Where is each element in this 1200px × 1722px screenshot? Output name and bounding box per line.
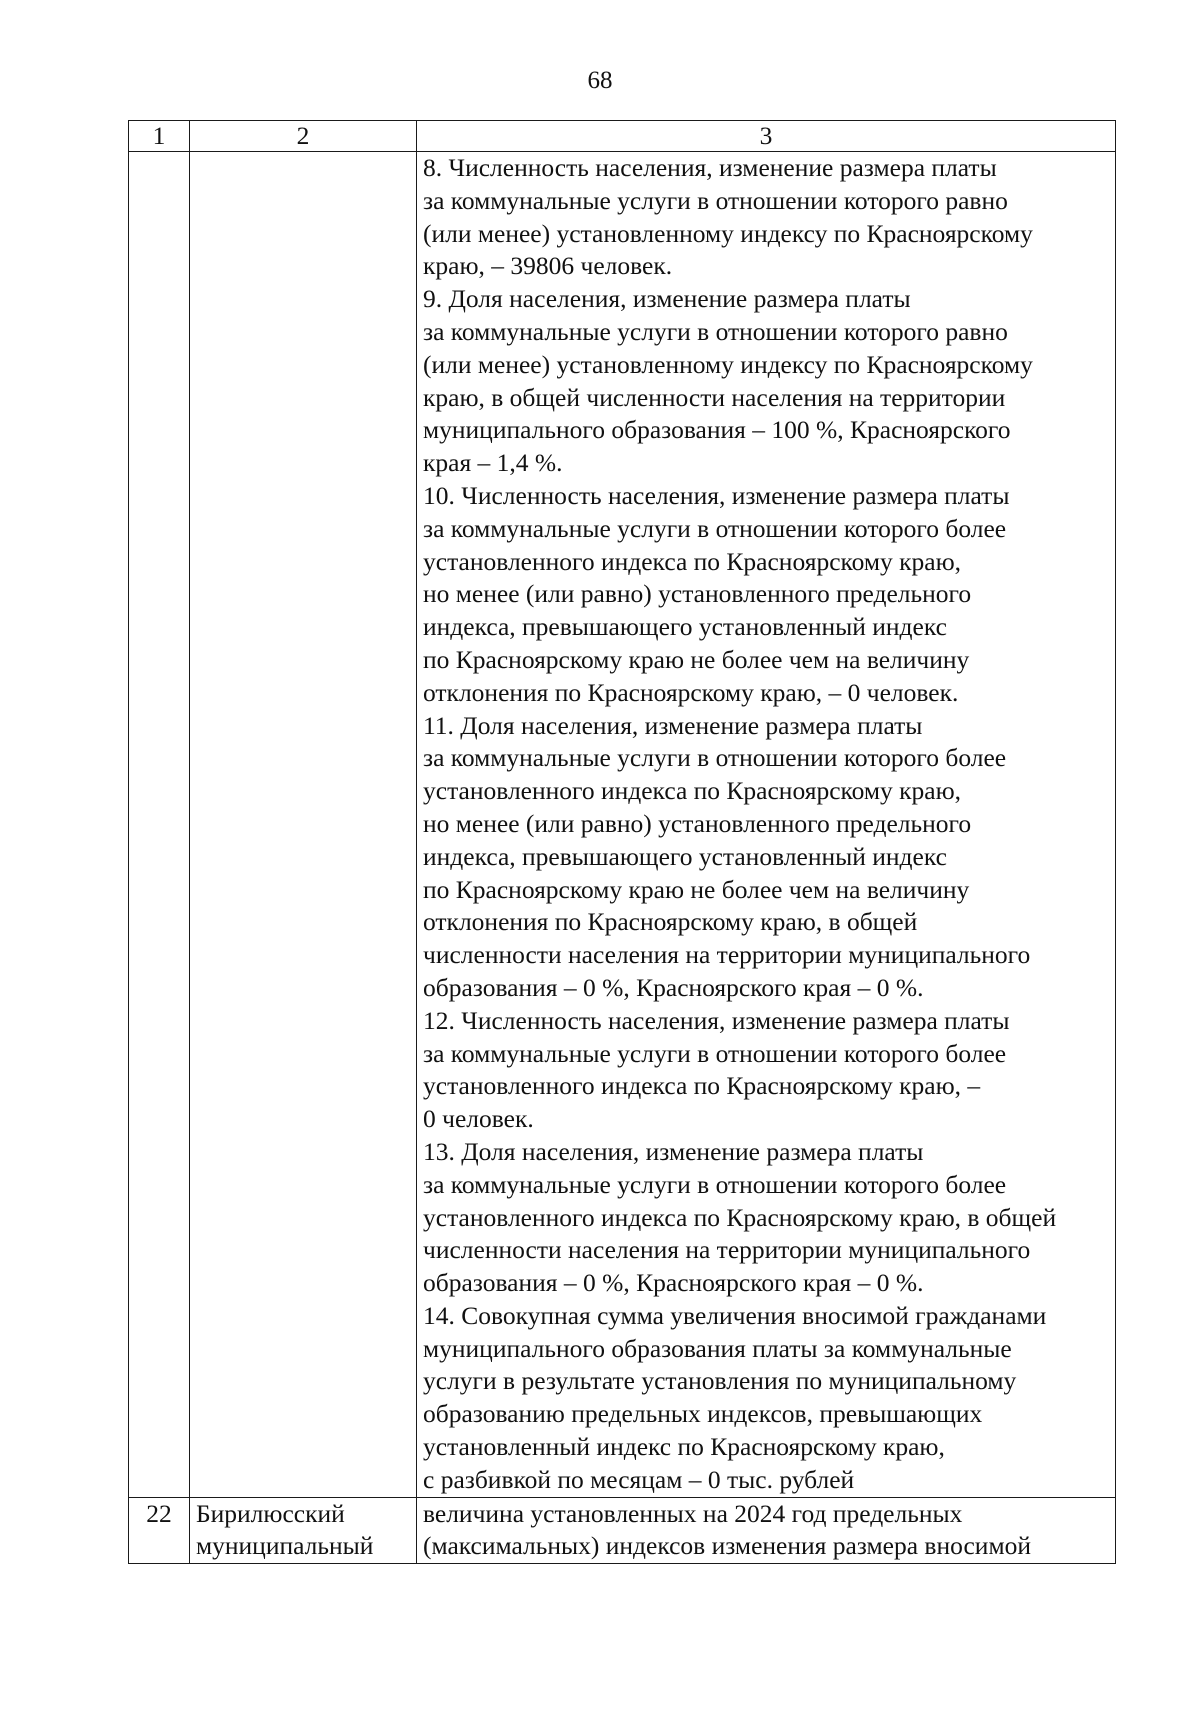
text-line: муниципального образования платы за коммунальные bbox=[423, 1333, 1012, 1363]
text-line: 9. Доля населения, изменение размера платы bbox=[423, 284, 911, 314]
header-col-3: 3 bbox=[417, 121, 1116, 152]
text-line: за коммунальные услуги в отношении которого более bbox=[423, 1038, 1007, 1068]
text-line: но менее (или равно) установленного предельного bbox=[423, 579, 972, 609]
text-line: за коммунальные услуги в отношении которого равно bbox=[423, 316, 1008, 346]
text-line: индекса, превышающего установленный индекс bbox=[423, 841, 947, 871]
municipality-cell bbox=[190, 1497, 417, 1564]
text-line: установленного индекса по Красноярскому краю, bbox=[423, 546, 962, 576]
text-line: за коммунальные услуги в отношении которого более bbox=[423, 1169, 1007, 1199]
text-line: 11. Доля населения, изменение размера платы bbox=[423, 710, 923, 740]
table-row bbox=[129, 152, 1116, 1498]
text-line: (максимальных) индексов изменения размера вносимой bbox=[423, 1531, 1031, 1561]
municipality-cell bbox=[190, 152, 417, 1498]
text-line: 10. Численность населения, изменение размера платы bbox=[423, 480, 1010, 510]
text-line: индекса, превышающего установленный индекс bbox=[423, 612, 947, 642]
text-line: установленный индекс по Красноярскому краю, bbox=[423, 1432, 945, 1462]
text-line: но менее (или равно) установленного предельного bbox=[423, 808, 972, 838]
text-line: муниципального образования – 100 %, Красноярского bbox=[423, 415, 1011, 445]
text-line: (или менее) установленному индексу по Красноярскому bbox=[423, 349, 1033, 379]
text-line: за коммунальные услуги в отношении которого более bbox=[423, 743, 1007, 773]
table-row bbox=[129, 1497, 1116, 1564]
text-line: 13. Доля населения, изменение размера платы bbox=[423, 1136, 924, 1166]
text-line: краю, в общей численности населения на территории bbox=[423, 382, 1006, 412]
text-line: с разбивкой по месяцам – 0 тыс. рублей bbox=[423, 1464, 855, 1494]
text-line: установленного индекса по Красноярскому краю, в общей bbox=[423, 1202, 1057, 1232]
indicators-cell bbox=[417, 152, 1116, 1498]
text-line: образования – 0 %, Красноярского края – 0 %. bbox=[423, 972, 924, 1002]
text-line: установленного индекса по Красноярскому краю, – bbox=[423, 1071, 981, 1101]
text-line: по Красноярскому краю не более чем на величину bbox=[423, 644, 970, 674]
header-col-1: 1 bbox=[129, 121, 190, 152]
row-number-cell: 22 bbox=[129, 1497, 190, 1564]
header-col-2: 2 bbox=[190, 121, 417, 152]
indices-table bbox=[128, 120, 1116, 1564]
text-line: 12. Численность населения, изменение размера платы bbox=[423, 1005, 1010, 1035]
text-line: отклонения по Красноярскому краю, в общей bbox=[423, 907, 918, 937]
indicators-cell bbox=[417, 1497, 1116, 1564]
text-line: за коммунальные услуги в отношении которого равно bbox=[423, 185, 1008, 215]
text-line: численности населения на территории муниципального bbox=[423, 940, 1031, 970]
text-line: края – 1,4 %. bbox=[423, 448, 563, 478]
text-line: по Красноярскому краю не более чем на величину bbox=[423, 874, 970, 904]
municipality-name-line: муниципальный bbox=[196, 1531, 374, 1561]
text-line: услуги в результате установления по муниципальному bbox=[423, 1366, 1017, 1396]
text-line: образованию предельных индексов, превышающих bbox=[423, 1399, 983, 1429]
text-line: краю, – 39806 человек. bbox=[423, 251, 673, 281]
page-number: 68 bbox=[587, 67, 613, 94]
municipality-name-line: Бирилюсский bbox=[196, 1498, 345, 1528]
text-line: установленного индекса по Красноярскому краю, bbox=[423, 776, 962, 806]
text-line: образования – 0 %, Красноярского края – 0 %. bbox=[423, 1268, 924, 1298]
text-line: отклонения по Красноярскому краю, – 0 человек. bbox=[423, 677, 959, 707]
text-line: 0 человек. bbox=[423, 1104, 534, 1134]
text-line: величина установленных на 2024 год предельных bbox=[423, 1498, 963, 1528]
text-line: 14. Совокупная сумма увеличения вносимой гражданами bbox=[423, 1300, 1047, 1330]
text-line: за коммунальные услуги в отношении которого более bbox=[423, 513, 1007, 543]
text-line: 8. Численность населения, изменение размера платы bbox=[423, 153, 997, 182]
row-number-cell bbox=[129, 152, 190, 1498]
text-line: (или менее) установленному индексу по Красноярскому bbox=[423, 218, 1033, 248]
table-header-row bbox=[129, 121, 1116, 152]
text-line: численности населения на территории муниципального bbox=[423, 1235, 1031, 1265]
